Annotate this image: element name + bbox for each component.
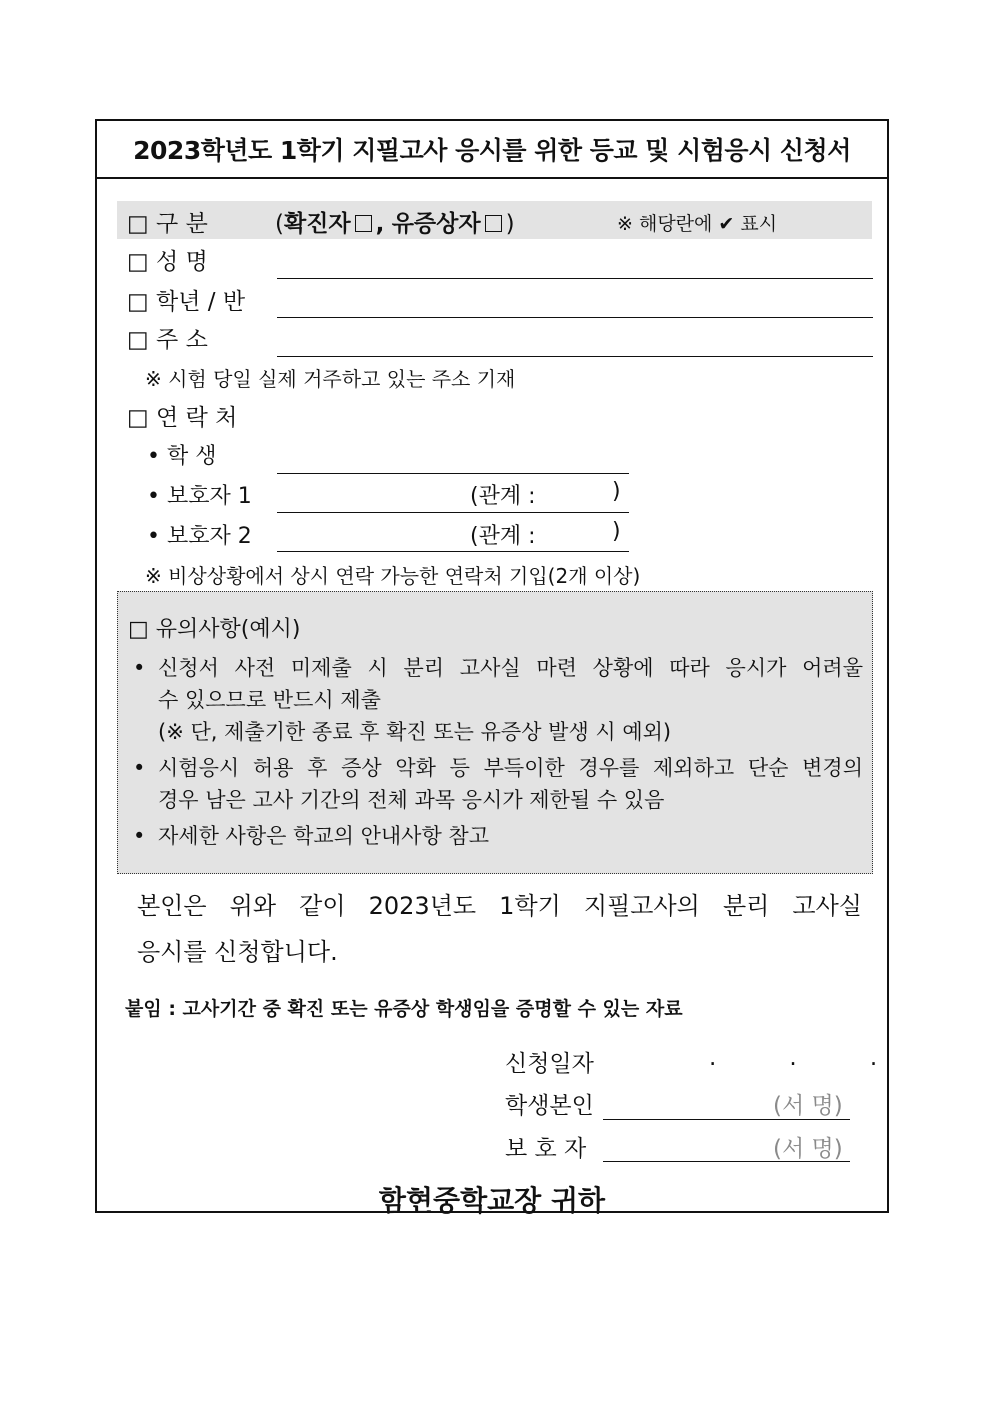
date-label: 신청일자 <box>505 1051 594 1077</box>
category-hint: ※ 해당란에 ✔ 표시 <box>617 213 778 235</box>
closing-addressee: 함현중학교장 귀하 <box>378 1184 606 1217</box>
address-input-line[interactable] <box>277 356 873 357</box>
title-row <box>97 121 887 179</box>
guardian1-contact-line[interactable] <box>277 512 629 513</box>
guardian-sign-placeholder: (서 명) <box>773 1136 843 1162</box>
notice-box <box>117 591 873 874</box>
guardian1-relation-label: (관계 : <box>470 484 536 509</box>
option-separator: , <box>375 211 385 237</box>
application-form <box>95 119 889 1217</box>
guardian1-relation <box>470 479 536 510</box>
notice-bullet: • <box>133 824 146 848</box>
symptomatic-checkbox[interactable] <box>485 215 502 232</box>
student-sign-placeholder: (서 명) <box>773 1093 843 1119</box>
guardian2-label: • 보호자 2 <box>147 524 252 549</box>
notice-item <box>133 652 863 748</box>
grade-class-input-line[interactable] <box>277 317 873 318</box>
guardian1-label: • 보호자 1 <box>147 484 252 509</box>
declaration-line2: 응시를 신청합니다. <box>137 938 338 966</box>
attachment-note: 붙임 : 고사기간 중 확진 또는 유증상 학생임을 증명할 수 있는 자료 <box>125 998 683 1020</box>
grade-class-label: □ 학년 / 반 <box>127 289 246 315</box>
contact-header: □ 연 락 처 <box>127 405 238 431</box>
student-sign-label: 학생본인 <box>505 1093 594 1119</box>
notice-item-2-line1: 시험응시 허용 후 증상 악화 등 부득이한 경우를 제외하고 단순 변경의 <box>158 756 863 780</box>
notice-item-1-line3: (※ 단, 제출기한 종료 후 확진 또는 유증상 발생 시 예외) <box>158 720 672 744</box>
notice-item <box>133 752 863 816</box>
confirmed-label: 확진자 <box>283 211 351 237</box>
form-title: 2023학년도 1학기 지필고사 응시를 위한 등교 및 시험응시 신청서 <box>133 136 851 165</box>
category-label: □ 구 분 <box>127 211 208 237</box>
guardian2-relation-close: ) <box>612 519 621 544</box>
notice-item-1-line2: 수 있으므로 반드시 제출 <box>158 688 381 712</box>
student-contact-line[interactable] <box>277 473 629 474</box>
paren-open: ( <box>275 211 284 237</box>
guardian2-relation-label: (관계 : <box>470 524 536 549</box>
student-contact-label: • 학 생 <box>147 444 217 469</box>
address-note: ※ 시험 당일 실제 거주하고 있는 주소 기재 <box>145 367 516 391</box>
guardian1-relation-close: ) <box>612 479 621 504</box>
notice-bullet: • <box>133 656 146 680</box>
guardian-sign-label: 보 호 자 <box>505 1136 587 1162</box>
declaration-line1: 본인은 위와 같이 2023년도 1학기 지필고사의 분리 고사실 <box>137 892 862 920</box>
guardian2-relation <box>470 519 536 550</box>
category-options <box>275 205 515 238</box>
notice-item-3-line1: 자세한 사항은 학교의 안내사항 참고 <box>158 824 489 848</box>
contact-note: ※ 비상상황에서 상시 연락 가능한 연락처 기입(2개 이상) <box>145 564 641 588</box>
address-label: □ 주 소 <box>127 327 208 353</box>
notice-item-2-line2: 경우 남은 고사 기간의 전체 과목 응시가 제한될 수 있음 <box>158 788 665 812</box>
confirmed-checkbox[interactable] <box>355 215 372 232</box>
name-input-line[interactable] <box>277 278 873 279</box>
notice-bullet: • <box>133 756 146 780</box>
notice-title: □ 유의사항(예시) <box>128 617 301 642</box>
guardian2-contact-line[interactable] <box>277 551 629 552</box>
symptomatic-label: 유증상자 <box>391 211 481 237</box>
notice-item <box>133 820 863 852</box>
name-label: □ 성 명 <box>127 249 208 275</box>
date-dots[interactable]: . . . <box>709 1045 878 1071</box>
notice-item-1-line1: 신청서 사전 미제출 시 분리 고사실 마련 상황에 따라 응시가 어려울 <box>158 656 863 680</box>
paren-close: ) <box>505 211 515 237</box>
